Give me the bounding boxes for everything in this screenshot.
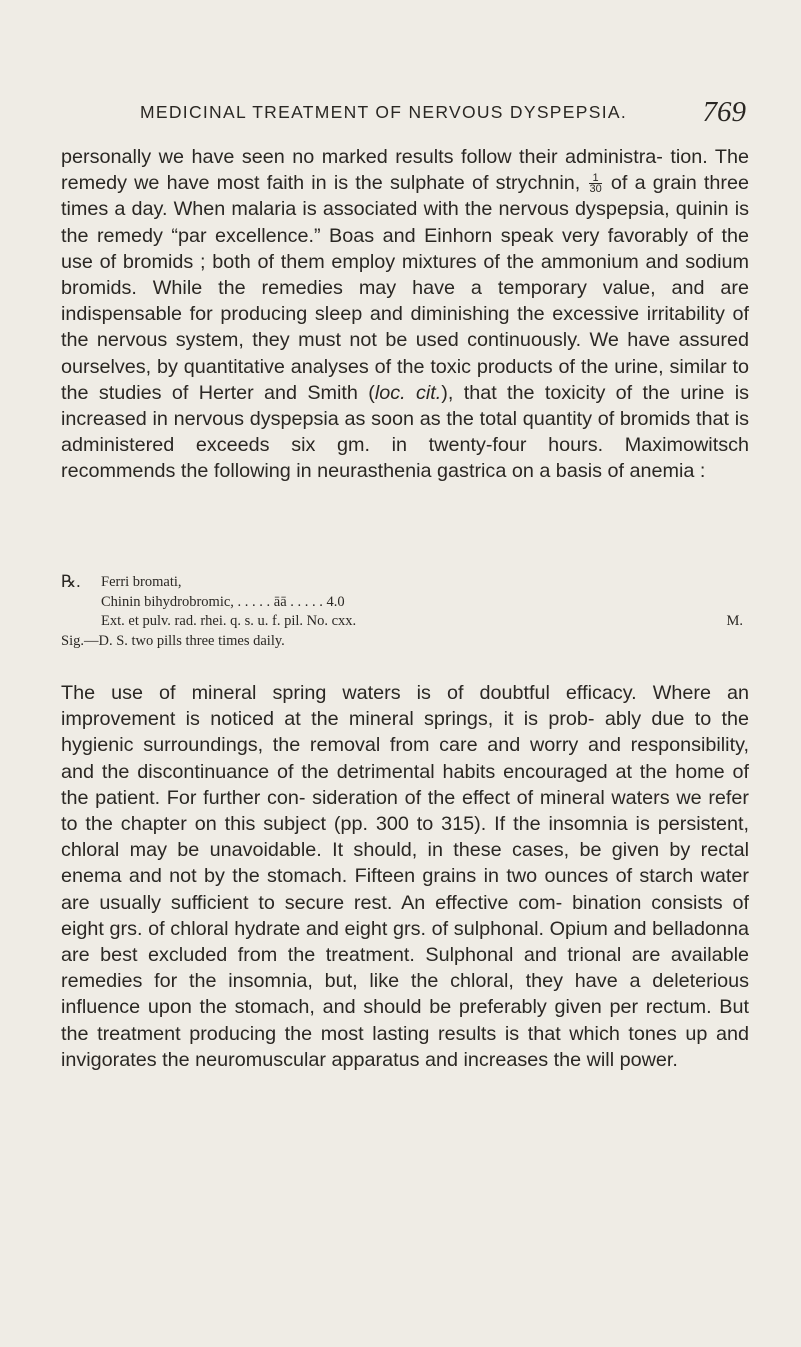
prescription-line-1: Ferri bromati, bbox=[101, 574, 182, 590]
prescription-line-3: Ext. et pulv. rad. rhei. q. s. u. f. pil. No. cxx. bbox=[101, 613, 357, 629]
fraction-numerator: 1 bbox=[589, 173, 601, 184]
prescription-line-2: Chinin bihydrobromic, . . . . . āā . . . . . 4.0 bbox=[101, 593, 345, 610]
fraction-denominator: 30 bbox=[589, 183, 602, 196]
paragraph1-text-c: ), that the toxicity of the urine is increased in nervous dyspepsia as soon as the total quantity of bromids that is administered exceeds six gm. in twenty-four hours. Maximowitsch recommends the following in neurasthenia gastrica on a basis of anemia : bbox=[61, 381, 749, 483]
page-number: 769 bbox=[702, 96, 746, 128]
paragraph1-text-a: personally we have seen no marked results follow their administra- tion. The remedy we have most faith in is the sulphate of strychnin, bbox=[61, 146, 749, 195]
citation-loc-cit: loc. cit. bbox=[374, 381, 442, 404]
fraction-one-thirtieth bbox=[589, 173, 601, 194]
paragraph1-text-b: of a grain three times a day. When malaria is associated with the nervous dyspepsia, quinin is the remedy “par excellence.” Boas and Einhorn speak very favorably of the use of bromids ; both of them employ mixtures of the ammonium and sodium bromids. While the remedies may have a temporary value, and are indispensable for producing sleep and diminishing the excessive irritability of the nervous system, they must not be used continuously. We have assured ourselves, by quantitative analyses of the toxic products of the urine, similar to the studies of Herter and Smith ( bbox=[61, 172, 750, 404]
prescription-signature: Sig.—D. S. two pills three times daily. bbox=[61, 632, 285, 649]
paragraph-strychnin-bromids bbox=[61, 144, 749, 485]
paragraph-mineral-waters-insomnia bbox=[61, 680, 749, 1073]
running-head: MEDICINAL TREATMENT OF NERVOUS DYSPEPSIA. bbox=[140, 102, 627, 122]
paragraph2-text: The use of mineral spring waters is of doubtful efficacy. Where an improvement is noticed at the mineral springs, it is prob- ably due to the hygienic surroundings, the removal from care and worry and responsibility, and the discontinuance of the detrimental habits encouraged at the home of the patient. For further con- sideration of the effect of mineral waters we refer to the chapter on this subject (pp. 300 to 315). If the insomnia is persistent, chloral may be unavoidable. It should, in these cases, be given by rectal enema and not by the stomach. Fifteen grains in two ounces of starch water are usually sufficient to secure rest. An effective com- bination consists of eight grs. of chloral hydrate and eight grs. of sulphonal. Opium and belladonna are best excluded from the treatment. Sulphonal and trional are available remedies for the insomnia, but, like the chloral, they have a deleterious influence upon the stomach, and should be preferably given per rectum. But the treatment producing the most lasting results is that which tones up and invigorates the neuromuscular apparatus and increases the will power. bbox=[61, 682, 749, 1071]
page-header bbox=[60, 96, 746, 136]
prescription-symbol: ℞. bbox=[61, 572, 81, 591]
prescription-block bbox=[61, 573, 747, 651]
prescription-misce: M. bbox=[726, 613, 743, 629]
